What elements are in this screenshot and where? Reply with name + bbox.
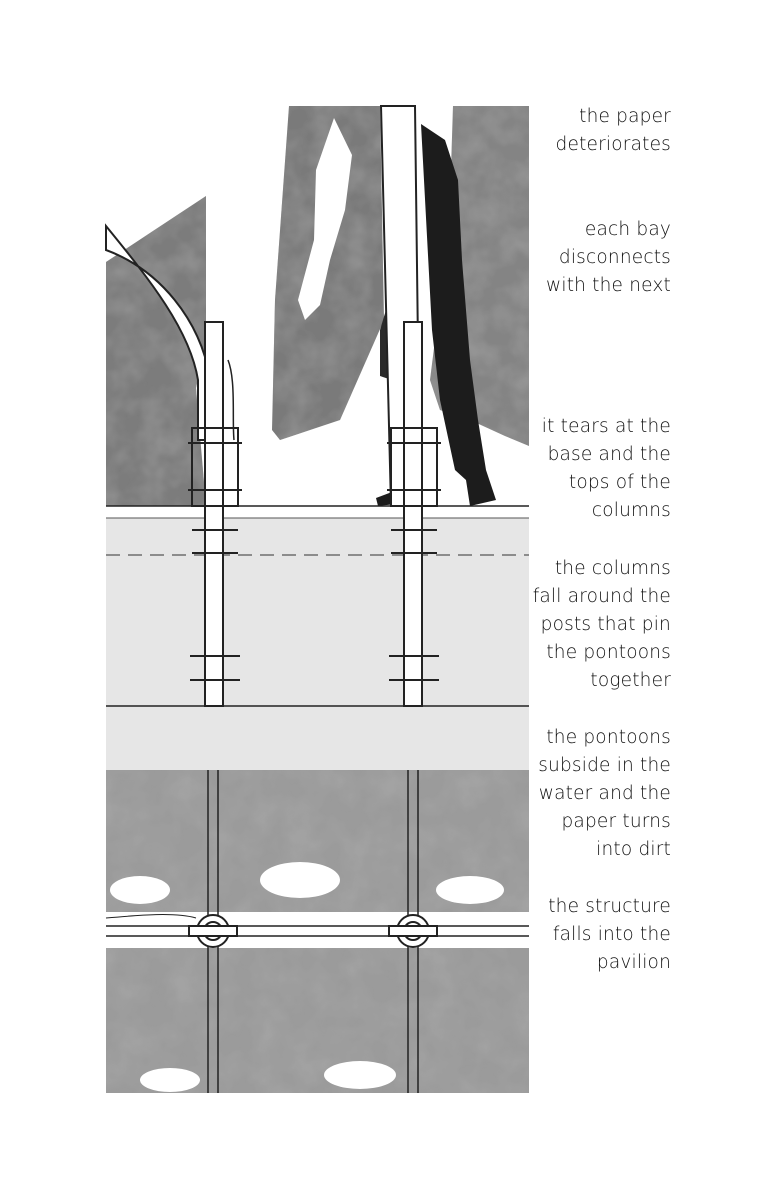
caption-line: posts that pin (540, 614, 671, 635)
caption-line: the pontoons (546, 642, 671, 663)
pontoon-band (106, 518, 529, 770)
caption-structure-falls (471, 893, 671, 977)
caption-line: disconnects (558, 247, 671, 268)
plan-connector-left (189, 915, 237, 947)
caption-line: paper turns (561, 811, 671, 832)
plan-connector-right (389, 915, 437, 947)
caption-line: the pontoons (546, 727, 671, 748)
caption-columns-fall (471, 555, 671, 695)
caption-line: with the next (546, 275, 671, 296)
caption-line: tops of the (568, 472, 671, 493)
caption-line: each bay (584, 219, 671, 240)
caption-pontoons-subside (471, 724, 671, 864)
caption-line: base and the (547, 444, 671, 465)
dirt-field-bottom (106, 948, 529, 1093)
caption-line: falls into the (552, 924, 671, 945)
caption-paper-deteriorates (471, 103, 671, 159)
caption-line: it tears at the (541, 416, 671, 437)
paper-panel-center (272, 106, 384, 440)
caption-bay-disconnects (471, 216, 671, 300)
caption-line: together (590, 670, 671, 691)
caption-line: deteriorates (555, 134, 671, 155)
caption-line: the paper (579, 106, 671, 127)
caption-line: water and the (538, 783, 671, 804)
dirt-field-top (106, 770, 529, 912)
caption-line: columns (591, 500, 671, 521)
caption-line: into dirt (596, 839, 671, 860)
caption-line: fall around the (532, 586, 671, 607)
caption-line: the columns (554, 558, 671, 579)
caption-line: the structure (548, 896, 671, 917)
caption-line: pavilion (596, 952, 671, 973)
caption-line: subside in the (538, 755, 671, 776)
caption-tears-at-base (471, 413, 671, 525)
